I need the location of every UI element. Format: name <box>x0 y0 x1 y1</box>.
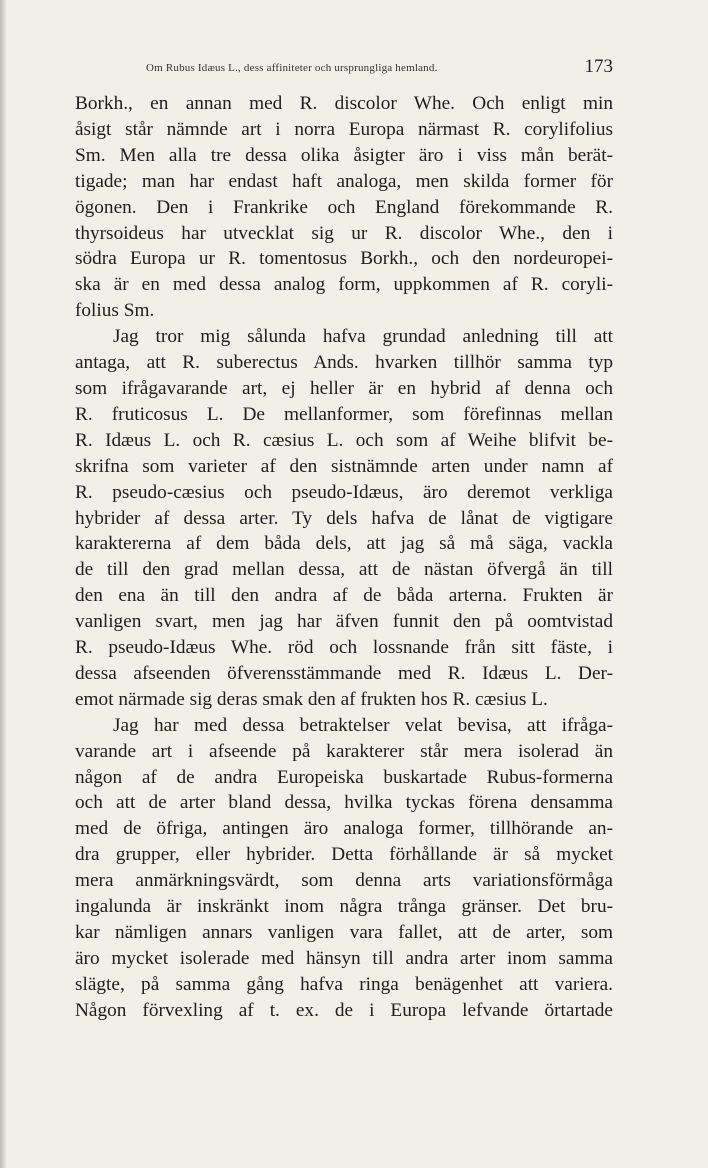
text-line: R. pseudo-cæsius och pseudo-Idæus, äro deremot verkliga <box>75 481 613 503</box>
text-line: som ifrågavarande art, ej heller är en hybrid af denna och <box>75 377 613 399</box>
text-line: den ena än till den andra af de båda arterna. Frukten är <box>75 585 613 607</box>
running-header: Om Rubus Idæus L., dess affiniteter och ursprungliga hemland. <box>146 62 438 74</box>
text-line: Borkh., en annan med R. discolor Whe. Och enligt min <box>75 93 613 114</box>
text-line: kar nämligen annars vanligen vara fallet, att de arter, som <box>75 922 613 943</box>
page-number: 173 <box>584 56 613 77</box>
text-line: folius Sm. <box>75 300 155 322</box>
text-line: dessa afseenden öfverensstämmande med R. Idæus L. Der- <box>75 662 613 684</box>
text-line: varande art i afseende på karakterer står mera isolerad än <box>75 740 613 762</box>
text-line: thyrsoideus har utvecklat sig ur R. discolor Whe., den i <box>75 222 613 244</box>
text-line: skrifna som varieter af den sistnämnde arten under namn af <box>75 455 613 477</box>
text-line: Jag har med dessa betraktelser velat bevisa, att ifråga- <box>113 714 613 736</box>
text-line: Sm. Men alla tre dessa olika åsigter äro i viss mån berät- <box>75 144 613 166</box>
text-line: södra Europa ur R. tomentosus Borkh., och den nordeuropei- <box>75 248 613 270</box>
text-line: åsigt står nämnde art i norra Europa närmast R. corylifolius <box>75 118 613 140</box>
text-line: tigade; man har endast haft analoga, men skilda former för <box>75 170 613 192</box>
text-line: ögonen. Den i Frankrike och England förekommande R. <box>75 196 613 218</box>
text-line: med de öfriga, antingen äro analoga former, tillhörande an- <box>75 818 613 840</box>
text-line: hybrider af dessa arter. Ty dels hafva de lånat de vigtigare <box>75 507 613 529</box>
text-line: R. pseudo-Idæus Whe. röd och lossnande från sitt fäste, i <box>75 637 613 659</box>
text-line: vanligen svart, men jag har äfven funnit den på oomtvistad <box>75 611 613 633</box>
text-line: emot närmade sig deras smak den af frukten hos R. cæsius L. <box>75 688 548 710</box>
text-line: mera anmärkningsvärdt, som denna arts variationsförmåga <box>75 870 613 892</box>
text-line: äro mycket isolerade med hänsyn till andra arter inom samma <box>75 947 613 969</box>
text-line: ska är en med dessa analog form, uppkommen af R. coryli- <box>75 274 613 296</box>
body-text <box>75 91 613 1024</box>
text-line: slägte, på samma gång hafva ringa benägenhet att variera. <box>75 973 613 995</box>
text-line: dra grupper, eller hybrider. Detta förhållande är så mycket <box>75 844 613 866</box>
text-line: R. Idæus L. och R. cæsius L. och som af Weihe blifvit be- <box>75 429 613 451</box>
text-line: ingalunda är inskränkt inom några trånga gränser. Det bru- <box>75 896 613 918</box>
text-line: karaktererna af dem båda dels, att jag så må säga, vackla <box>75 533 613 555</box>
text-line: någon af de andra Europeiska buskartade Rubus-formerna <box>75 766 613 788</box>
text-line: och att de arter bland dessa, hvilka tyckas förena densamma <box>75 792 613 814</box>
text-line: Jag tror mig sålunda hafva grundad anledning till att <box>113 326 613 348</box>
text-line: antaga, att R. suberectus Ands. hvarken tillhör samma typ <box>75 352 613 374</box>
text-line: R. fruticosus L. De mellanformer, som förefinnas mellan <box>75 403 613 425</box>
text-line: de till den grad mellan dessa, att de nästan öfvergå än till <box>75 559 613 581</box>
text-line: Någon förvexling af t. ex. de i Europa lefvande örtartade <box>75 999 613 1021</box>
page-edge-shadow <box>0 0 7 1168</box>
